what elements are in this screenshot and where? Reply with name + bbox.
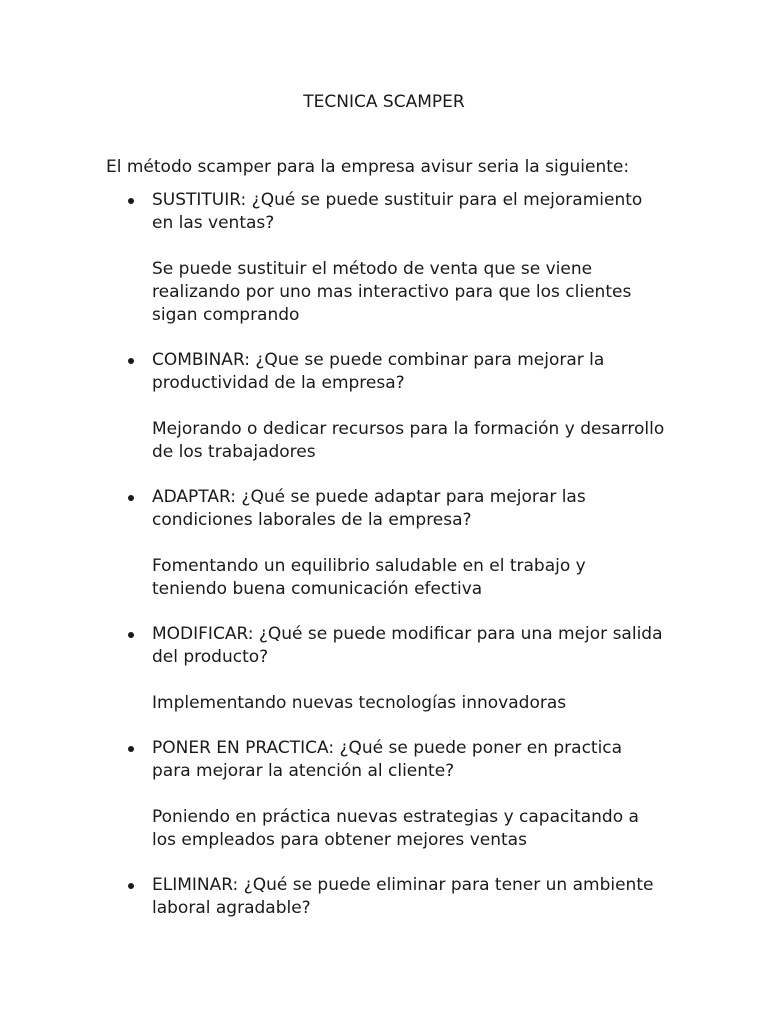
item-question: ADAPTAR: ¿Qué se puede adaptar para mejorar las condiciones laborales de la empresa?	[152, 487, 586, 530]
item-question: PONER EN PRACTICA: ¿Qué se puede poner en practica para mejorar la atención al cliente?	[152, 738, 623, 781]
bullet-icon	[128, 632, 134, 638]
bullet-icon	[128, 746, 134, 752]
item-answer: Fomentando un equilibrio saludable en el trabajo y teniendo buena comunicación efectiva	[152, 556, 586, 599]
item-answer: Se puede sustituir el método de venta que se viene realizando por uno mas interactivo para que los clientes sigan comprando	[152, 259, 632, 325]
item-answer: Mejorando o dedicar recursos para la formación y desarrollo de los trabajadores	[152, 419, 665, 462]
list-item-sustituir	[106, 189, 666, 327]
list-item-combinar	[106, 349, 666, 464]
bullet-icon	[128, 198, 134, 204]
document-title: TECNICA SCAMPER	[303, 92, 465, 112]
bullet-icon	[128, 358, 134, 364]
item-question: MODIFICAR: ¿Qué se puede modificar para una mejor salida del producto?	[152, 624, 663, 667]
bullet-icon	[128, 883, 134, 889]
scamper-list	[106, 189, 666, 942]
list-item-adaptar	[106, 486, 666, 601]
item-question: SUSTITUIR: ¿Qué se puede sustituir para el mejoramiento en las ventas?	[152, 190, 643, 233]
intro-paragraph: El método scamper para la empresa avisur seria la siguiente:	[106, 157, 630, 177]
list-item-poner-en-practica	[106, 737, 666, 852]
bullet-icon	[128, 495, 134, 501]
item-answer: Poniendo en práctica nuevas estrategias y capacitando a los empleados para obtener mejores ventas	[152, 807, 639, 850]
item-answer: Implementando nuevas tecnologías innovadoras	[152, 693, 567, 713]
item-question: ELIMINAR: ¿Qué se puede eliminar para tener un ambiente laboral agradable?	[152, 875, 654, 918]
list-item-eliminar	[106, 874, 666, 920]
list-item-modificar	[106, 623, 666, 715]
item-question: COMBINAR: ¿Que se puede combinar para mejorar la productividad de la empresa?	[152, 350, 605, 393]
